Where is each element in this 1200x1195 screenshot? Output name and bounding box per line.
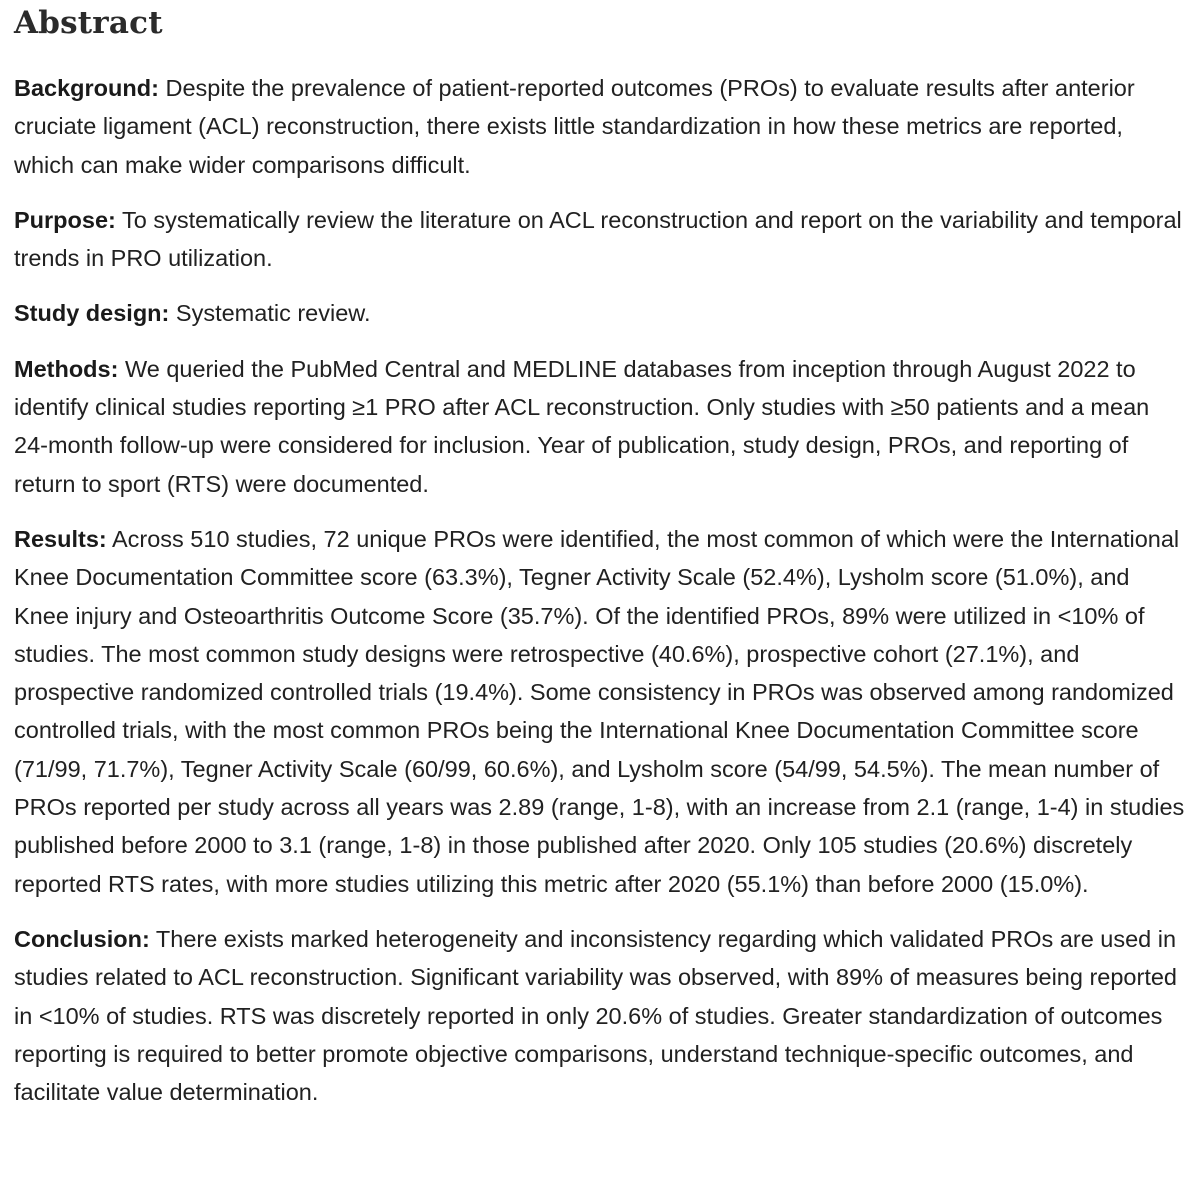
section-purpose xyxy=(14,201,1186,278)
section-label: Study design: xyxy=(14,300,170,327)
abstract-heading: Abstract xyxy=(14,5,163,41)
section-label: Background: xyxy=(14,75,159,101)
section-conclusion xyxy=(14,920,1186,1111)
abstract-container xyxy=(14,0,1186,1111)
section-label: Results: xyxy=(14,525,107,552)
section-text: Across 510 studies, 72 unique PROs were identified, the most common of which were the International Knee Documentation Committee score (63.3%), Tegner Activity Scale (52.4%), Lysholm score (51.0%), and Knee injury and Osteoarthritis Outcome Score (35.7%). Of the identified PROs, 89% were utilized in <10% of studies. The most common study designs were retrospective (40.6%), prospective cohort (27.1%), and prospective randomized controlled trials (19.4%). Some consistency in PROs was observed among randomized controlled trials, with the most common PROs being the International Knee Documentation Committee score (71/99, 71.7%), Tegner Activity Scale (60/99, 60.6%), and Lysholm score (54/99, 54.5%). The mean number of PROs reported per study across all years was 2.89 (range, 1-8), with an increase from 2.1 (range, 1-4) in studies published before 2000 to 3.1 (range, 1-8) in those published after 2020. Only 105 studies (20.6%) discretely reported RTS rates, with more studies utilizing this metric after 2020 (55.1%) than before 2000 (15.0%). xyxy=(14,525,1185,897)
section-study-design xyxy=(14,294,1186,332)
section-text: Systematic review. xyxy=(175,300,371,327)
section-background xyxy=(14,69,1186,184)
section-methods xyxy=(14,350,1186,503)
section-results xyxy=(14,520,1186,903)
section-text: To systematically review the literature on ACL reconstruction and report on the variability and temporal trends in PRO utilization. xyxy=(14,206,1182,272)
section-label: Purpose: xyxy=(14,206,116,233)
section-label: Methods: xyxy=(14,355,119,382)
section-label: Conclusion: xyxy=(14,925,150,952)
section-text: Despite the prevalence of patient-reported outcomes (PROs) to evaluate results after anterior cruciate ligament (ACL) reconstruction, there exists little standardization in how these metrics are reported, which can make wider comparisons difficult. xyxy=(14,75,1135,178)
section-text: We queried the PubMed Central and MEDLINE databases from inception through August 2022 to identify clinical studies reporting ≥1 PRO after ACL reconstruction. Only studies with ≥50 patients and a mean 24-month follow-up were considered for inclusion. Year of publication, study design, PROs, and reporting of return to sport (RTS) were documented. xyxy=(14,355,1150,497)
section-text: There exists marked heterogeneity and inconsistency regarding which validated PROs are used in studies related to ACL reconstruction. Significant variability was observed, with 89% of measures being reported in <10% of studies. RTS was discretely reported in only 20.6% of studies. Greater standardization of outcomes reporting is required to better promote objective comparisons, understand technique-specific outcomes, and facilitate value determination. xyxy=(14,925,1177,1106)
